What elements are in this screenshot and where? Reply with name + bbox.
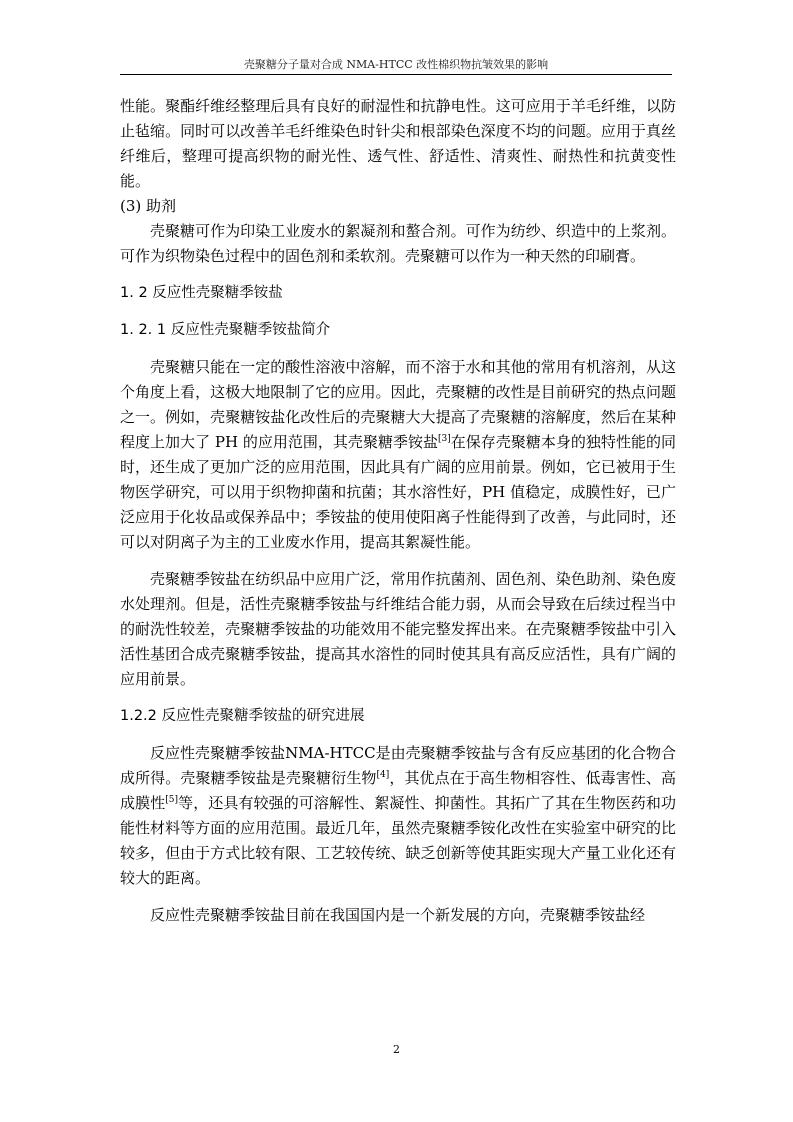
paragraph-domestic-direction: 反应性壳聚糖季铵盐目前在我国国内是一个新发展的方向，壳聚糖季铵盐经 — [150, 906, 646, 924]
paragraph-text: 在保存壳聚糖本身的独特性能的同时，还生成了更加广泛的应用范围，因此具有广阔的应用前景。例如，它已被用于生物医学研究，可以用于织物抑菌和抗菌；其水溶性好，PH 值稳定，成膜性好，已广泛应用于化妆品或保养品中；季铵盐的使用使阳离子性能得到了改善，与此同时，还可以对阴离子为主的工业废水作用，提高其絮凝性能。 — [120, 433, 676, 551]
paragraph-applications: 壳聚糖季铵盐在纺织品中应用广泛，常用作抗菌剂、固色剂、染色助剂、染色废水处理剂。但是，活性壳聚糖季铵盐与纤维结合能力弱，从而会导致在后续过程当中的耐洗性较差，壳聚糖季铵盐的功能效用不能完整发挥出来。在壳聚糖季铵盐中引入活性基团合成壳聚糖季铵盐，提高其水溶性的同时使其具有高反应活性，具有广阔的应用前景。 — [120, 570, 676, 688]
list-item-auxiliary: (3) 助剂 — [120, 197, 177, 215]
paragraph-text: 等，还具有较强的可溶解性、絮凝性、抑菌性。其拓广了其在生物医药和功能性材料等方面的应用范围。最近几年，虽然壳聚糖季铵化改性在实验室中研究的比较多，但由于方式比较有限、工艺较传统、缺乏创新等使其距实现大产量工业化还有较大的距离。 — [120, 794, 676, 887]
paragraph-introduction — [120, 355, 676, 555]
section-heading-1-2-1: 1. 2. 1 反应性壳聚糖季铵盐简介 — [120, 322, 331, 338]
paragraph-continued: 性能。聚酯纤维经整理后具有良好的耐湿性和抗静电性。这可应用于羊毛纤维，以防止毡缩。同时可以改善羊毛纤维染色时针尖和根部染色深度不均的问题。应用于真丝纤维后，整理可提高织物的耐光性、透气性、舒适性、清爽性、耐热性和抗黄变性能。 — [120, 97, 676, 190]
section-heading-1-2-2: 1.2.2 反应性壳聚糖季铵盐的研究进展 — [120, 708, 365, 724]
paragraph-text: 壳聚糖只能在一定的酸性溶液中溶解，而不溶于水和其他的常用有机溶剂，从这个角度上看，这极大地限制了它的应用。因此，壳聚糖的改性是目前研究的热点问题之一。例如，壳聚糖铵盐化改性后的壳聚糖大大提高了壳聚糖的溶解度，然后在某种程度上加大了 PH 的应用范围，其壳聚糖季铵盐 — [120, 358, 676, 451]
paragraph-auxiliary: 壳聚糖可作为印染工业废水的絮凝剂和螯合剂。可作为纺纱、织造中的上浆剂。可作为织物染色过程中的固色剂和柔软剂。壳聚糖可以作为一种天然的印刷膏。 — [120, 222, 676, 265]
paragraph-text: 反应性壳聚糖季铵盐NMA-HTCC是由壳聚糖季铵盐与含有反应基团的化合物合成所得。壳聚糖季铵盐是壳聚糖衍生物 — [120, 744, 676, 787]
running-header: 壳聚糖分子量对合成 NMA-HTCC 改性棉织物抗皱效果的影响 — [243, 58, 549, 71]
page-content — [120, 94, 676, 928]
page-number: 2 — [393, 1043, 400, 1056]
paragraph-text: ，其优点在于高生物相容性、低毒害性、高成膜性 — [120, 769, 676, 812]
citation-ref: [4] — [376, 770, 390, 780]
citation-ref: [5] — [165, 795, 179, 805]
citation-ref: [3] — [438, 434, 451, 444]
paragraph-research-progress — [120, 741, 676, 891]
header-rule — [120, 74, 672, 75]
section-heading-1-2: 1. 2 反应性壳聚糖季铵盐 — [120, 285, 283, 301]
